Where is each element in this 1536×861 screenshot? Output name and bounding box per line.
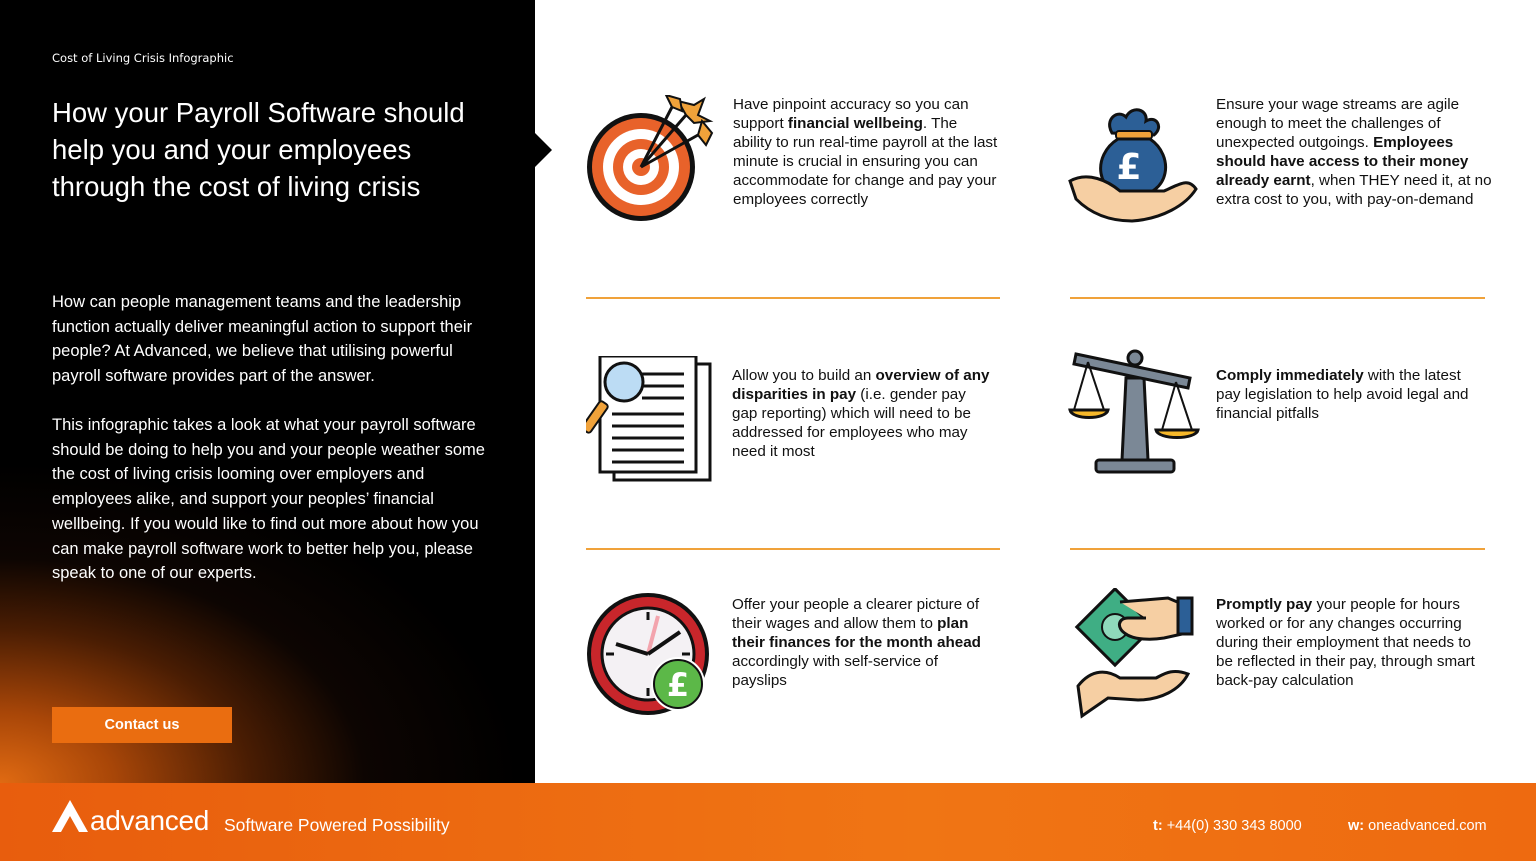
- footer-website[interactable]: w: oneadvanced.com: [1348, 818, 1487, 834]
- panel-pointer: [535, 133, 552, 167]
- feature-wage-streams-text: Ensure your wage streams are agile enough to meet the challenges of unexpected outgoings. Employees should have access to their money already earnt, when THEY need it, at no extra cost to you, with pay-on-demand: [1216, 96, 1492, 209]
- target-icon: [586, 95, 716, 225]
- footer-phone: t: +44(0) 330 343 8000: [1153, 818, 1302, 834]
- divider: [1070, 297, 1485, 299]
- svg-text:£: £: [1116, 147, 1142, 188]
- clock-pound-icon: [586, 592, 714, 720]
- hands-money-icon: [1068, 588, 1200, 720]
- feature-comply-text: Comply immediately with the latest pay legislation to help avoid legal and financial pitfalls: [1216, 367, 1469, 423]
- advanced-logo-icon: [52, 800, 88, 832]
- feature-prompt-pay-text: Promptly pay your people for hours worked or for any changes occurring during their employment that needs to be reflected in their pay, through smart back-pay calculation: [1216, 596, 1475, 690]
- scales-icon: [1068, 348, 1202, 476]
- footer-tagline: Software Powered Possibility: [224, 815, 450, 835]
- intro-paragraph-1: How can people management teams and the leadership function actually deliver meaningful action to support their people? At Advanced, we believe that utilising powerful payroll software provides part of the answer.: [52, 293, 473, 386]
- contact-us-button[interactable]: Contact us: [52, 707, 232, 743]
- divider: [586, 297, 1000, 299]
- divider: [586, 548, 1000, 550]
- eyebrow-label: Cost of Living Crisis Infographic: [52, 51, 234, 65]
- intro-panel: [0, 0, 535, 783]
- divider: [1070, 548, 1485, 550]
- page-title: How your Payroll Software should help you and your employees through the cost of living crisis: [52, 97, 465, 202]
- feature-accuracy-text: Have pinpoint accuracy so you can support financial wellbeing. The ability to run real-time payroll at the last minute is crucial in ensuring you can accommodate for change and pay your employees correctly: [733, 96, 998, 209]
- brand-wordmark: advanced: [90, 805, 210, 836]
- intro-paragraph-2: This infographic takes a look at what your payroll software should be doing to help you and your people weather some the cost of living crisis looming over employers and employees alike, and support your peoples’ financial wellbeing. If you would like to find out more about how you can make payroll software work to better help you, please speak to one of our experts.: [52, 416, 485, 583]
- feature-disparities-text: Allow you to build an overview of any disparities in pay (i.e. gender pay gap reporting) which will need to be addressed for employees who may need it most: [732, 367, 990, 461]
- footer-bar: [0, 783, 1536, 861]
- money-bag-icon: [1068, 95, 1200, 227]
- svg-text:£: £: [666, 666, 690, 704]
- feature-plan-text: Offer your people a clearer picture of their wages and allow them to plan their finances for the month ahead accordingly with self-service of payslips: [732, 596, 981, 690]
- report-magnifier-icon: [586, 356, 716, 484]
